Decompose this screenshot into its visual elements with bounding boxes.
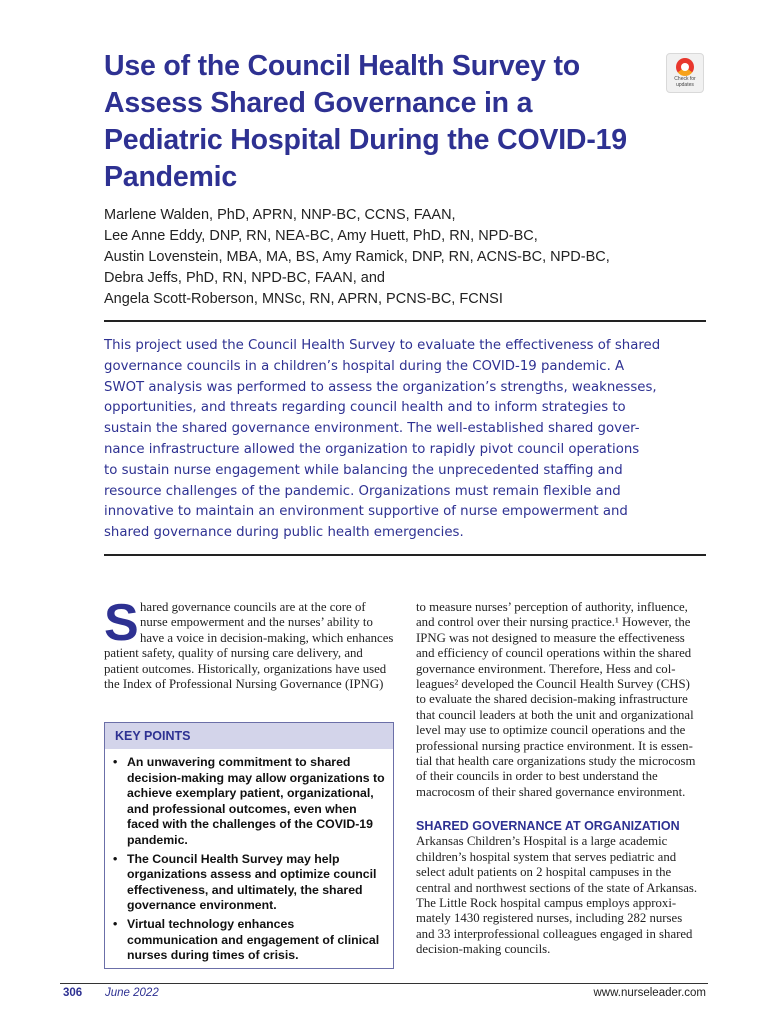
- key-point-line: and professional outcomes, even when: [127, 801, 357, 816]
- title-line: Use of the Council Health Survey to: [104, 50, 580, 82]
- page-number: 306: [63, 987, 83, 999]
- body-line: to evaluate the shared decision-making infrastructure: [416, 692, 688, 707]
- key-point-line: An unwavering commitment to shared: [127, 755, 351, 769]
- body-line: IPNG was not designed to measure the effectiveness: [416, 630, 685, 645]
- author-list: [104, 205, 610, 310]
- author-line: Marlene Walden, PhD, APRN, NNP-BC, CCNS, FAAN,: [104, 207, 456, 223]
- article-title: [104, 48, 664, 196]
- footer-rule: [60, 983, 708, 984]
- section-heading: SHARED GOVERNANCE AT ORGANIZATION: [416, 819, 680, 834]
- body-line: patient safety, quality of nursing care delivery, and: [104, 646, 363, 661]
- key-point-line: pandemic.: [127, 832, 188, 847]
- body-line: and 33 interprofessional colleagues engaged in shared: [416, 926, 693, 941]
- body-line: have a voice in decision-making, which enhances: [140, 630, 394, 645]
- body-line: macrocosm of their shared governance environment.: [416, 784, 686, 799]
- body-line: The Little Rock hospital campus employs approxi-: [416, 895, 677, 910]
- check-for-updates-badge[interactable]: [666, 53, 704, 93]
- abstract-top-rule: [104, 320, 706, 322]
- body-line: to measure nurses’ perception of authority, influence,: [416, 600, 688, 614]
- author-line: Angela Scott-Roberson, MNSc, RN, APRN, PCNS-BC, FCNSI: [104, 291, 503, 307]
- body-line: tial that health care organizations study the microcosm: [416, 754, 696, 769]
- key-point-line: communication and engagement of clinical: [127, 932, 380, 947]
- key-points-heading: KEY POINTS: [105, 723, 393, 749]
- body-line: central and northwest sections of the state of Arkansas.: [416, 880, 698, 895]
- body-line: nurse empowerment and the nurses’ ability to: [140, 615, 373, 630]
- body-line: and efficiency of council operations within the shared: [416, 646, 692, 661]
- body-line: mately 1430 registered nurses, including 282 nurses: [416, 911, 683, 926]
- key-points-list: [105, 755, 393, 964]
- author-line: Debra Jeffs, PhD, RN, NPD-BC, FAAN, and: [104, 270, 385, 286]
- body-line: that council leaders at both the unit and organizational: [416, 707, 694, 722]
- abstract-line: nance infrastructure allowed the organization to rapidly pivot council operations: [104, 441, 640, 457]
- key-point: [113, 755, 389, 849]
- badge-label: Check for updates: [674, 76, 696, 88]
- key-point-line: nurses during times of crisis.: [127, 948, 299, 963]
- body-line: hared governance councils are at the core of: [140, 600, 366, 614]
- drop-cap: S: [104, 594, 139, 652]
- abstract: [104, 336, 708, 544]
- journal-url[interactable]: www.nurseleader.com: [593, 987, 706, 999]
- abstract-line: shared governance during public health emergencies.: [104, 525, 464, 541]
- body-line: select adult patients on 2 hospital campuses in the: [416, 865, 672, 880]
- key-point-line: organizations assess and optimize council: [127, 867, 377, 882]
- right-column-text: [416, 600, 706, 958]
- body-line: decision-making councils.: [416, 942, 551, 957]
- key-point-line: faced with the challenges of the COVID-19: [127, 817, 373, 832]
- key-point: [113, 852, 389, 914]
- abstract-line: sustain the shared governance environment. The well-established shared gover-: [104, 421, 640, 437]
- issue-date: June 2022: [105, 987, 159, 999]
- title-line: Pediatric Hospital During the COVID-19: [104, 124, 627, 156]
- body-line: Arkansas Children’s Hospital is a large academic: [416, 834, 668, 849]
- abstract-line: This project used the Council Health Survey to evaluate the effectiveness of shared: [104, 338, 661, 353]
- body-line: of their councils in order to best understand the: [416, 769, 658, 784]
- abstract-line: governance councils in a children’s hospital during the COVID-19 pandemic. A: [104, 358, 625, 374]
- body-line: leagues² developed the Council Health Survey (CHS): [416, 677, 690, 692]
- abstract-line: SWOT analysis was performed to assess the organization’s strengths, weaknesses,: [104, 379, 657, 395]
- body-line: and control over their nursing practice.¹ However, the: [416, 615, 691, 630]
- abstract-bottom-rule: [104, 554, 706, 556]
- bullet-icon: •: [113, 851, 118, 866]
- abstract-line: innovative to maintain an environment supportive of nurse empowerment and: [104, 504, 628, 520]
- key-point: [113, 917, 389, 964]
- title-line: Pandemic: [104, 161, 238, 193]
- key-points-box: [104, 722, 394, 969]
- abstract-line: opportunities, and threats regarding council health and to inform strategies to: [104, 400, 626, 416]
- title-line: Assess Shared Governance in a: [104, 87, 533, 119]
- key-point-line: achieve exemplary patient, organizational,: [127, 786, 374, 801]
- abstract-line: resource challenges of the pandemic. Organizations must remain flexible and: [104, 483, 621, 499]
- key-point-line: governance environment.: [127, 898, 277, 913]
- body-line: professional nursing practice environment. It is essen-: [416, 738, 693, 753]
- body-line: the Index of Professional Nursing Governance (IPNG): [104, 677, 384, 692]
- abstract-line: to sustain nurse engagement while balancing the unprecedented staffing and: [104, 462, 623, 478]
- crossmark-icon: [676, 58, 694, 76]
- key-point-line: Virtual technology enhances: [127, 916, 295, 931]
- body-line: level may use to optimize council operations and the: [416, 723, 686, 738]
- left-column-text: [104, 594, 394, 692]
- key-point-line: effectiveness, and ultimately, the shared: [127, 882, 363, 897]
- author-line: Austin Lovenstein, MBA, MA, BS, Amy Ramick, DNP, RN, ACNS-BC, NPD-BC,: [104, 249, 610, 265]
- body-line: governance environment. Therefore, Hess and col-: [416, 661, 676, 676]
- author-line: Lee Anne Eddy, DNP, RN, NEA-BC, Amy Huett, PhD, RN, NPD-BC,: [104, 228, 538, 244]
- body-line: patient outcomes. Historically, organizations have used: [104, 661, 387, 676]
- body-line: children’s hospital system that serves pediatric and: [416, 849, 677, 864]
- key-point-line: decision-making may allow organizations to: [127, 770, 385, 785]
- key-point-line: The Council Health Survey may help: [127, 851, 340, 866]
- bullet-icon: •: [113, 755, 118, 769]
- bullet-icon: •: [113, 916, 118, 931]
